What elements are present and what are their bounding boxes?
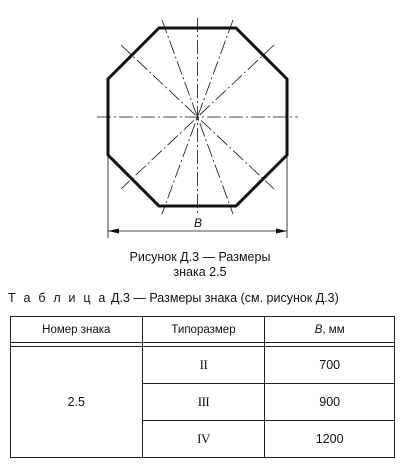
cell-b: 700: [265, 347, 395, 384]
header-type: Типоразмер: [142, 317, 265, 343]
cell-b: 1200: [265, 421, 395, 458]
dimension-arrow-left: [108, 229, 119, 234]
header-b: [265, 317, 395, 343]
table-title: [8, 291, 339, 305]
dimension-label: B: [193, 216, 203, 230]
table-title-prefix: Т а б л и ц а: [8, 291, 108, 305]
cell-b: 900: [265, 384, 395, 421]
sizes-table: [10, 316, 395, 458]
cell-sign-number: 2.5: [11, 347, 143, 458]
cell-type: III: [142, 384, 265, 421]
header-b-unit: , мм: [322, 323, 345, 336]
table-row: [11, 347, 395, 384]
cell-type: II: [142, 347, 265, 384]
figure-caption-line2: знака 2.5: [173, 265, 227, 279]
header-b-var: B: [314, 323, 323, 336]
cell-type: IV: [142, 421, 265, 458]
dimension-arrow-right: [276, 229, 287, 234]
table-header-row: [11, 317, 395, 343]
figure-caption-line1: Рисунок Д.3 — Размеры: [129, 250, 271, 264]
header-sign-number: Номер знака: [11, 317, 143, 343]
table-title-rest: Д.3 — Размеры знака (см. рисунок Д.3): [107, 291, 339, 305]
